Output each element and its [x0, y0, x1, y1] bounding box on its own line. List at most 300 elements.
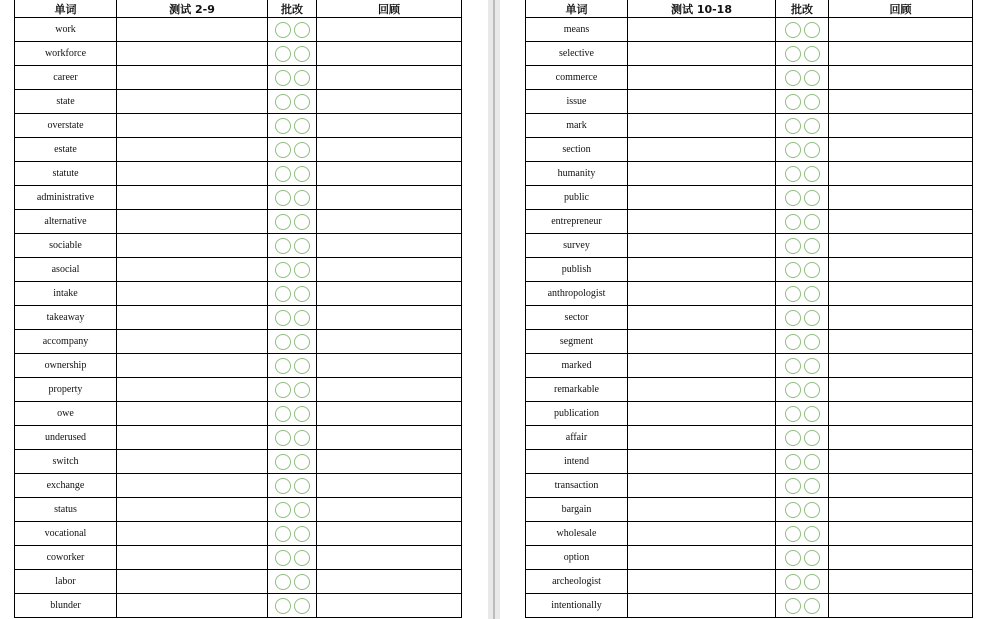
grading-circle-icon[interactable]	[785, 166, 801, 182]
grading-circles	[776, 90, 828, 113]
grading-circle-icon[interactable]	[785, 310, 801, 326]
test-answer-cell[interactable]	[117, 378, 268, 402]
grading-circle-icon[interactable]	[785, 550, 801, 566]
vocab-word: wholesale	[526, 522, 628, 546]
test-answer-cell[interactable]	[117, 474, 268, 498]
table-row	[15, 114, 462, 138]
review-cell[interactable]	[317, 522, 462, 546]
vocab-word: ownership	[15, 354, 117, 378]
grading-circles	[776, 354, 828, 377]
grading-circle-icon[interactable]	[275, 406, 291, 422]
grading-circle-icon[interactable]	[804, 358, 820, 374]
vocab-word: anthropologist	[526, 282, 628, 306]
grading-circle-icon[interactable]	[804, 94, 820, 110]
review-cell[interactable]	[829, 210, 973, 234]
test-answer-cell[interactable]	[628, 234, 776, 258]
test-answer-cell[interactable]	[628, 426, 776, 450]
vocab-word: intend	[526, 450, 628, 474]
grading-circle-icon[interactable]	[804, 70, 820, 86]
grading-circles	[776, 186, 828, 209]
grading-circle-icon[interactable]	[294, 382, 310, 398]
grading-circle-icon[interactable]	[275, 262, 291, 278]
grading-cell	[776, 258, 829, 282]
review-cell[interactable]	[317, 402, 462, 426]
test-answer-cell[interactable]	[628, 90, 776, 114]
review-cell[interactable]	[317, 426, 462, 450]
vocab-word: alternative	[15, 210, 117, 234]
grading-circle-icon[interactable]	[785, 526, 801, 542]
grading-circles	[776, 18, 828, 41]
table-row	[526, 186, 973, 210]
table-row	[15, 234, 462, 258]
grading-circle-icon[interactable]	[785, 94, 801, 110]
grading-circle-icon[interactable]	[294, 478, 310, 494]
grading-cell	[268, 594, 317, 618]
vocab-word: section	[526, 138, 628, 162]
review-cell[interactable]	[317, 234, 462, 258]
test-answer-cell[interactable]	[117, 546, 268, 570]
review-cell[interactable]	[829, 66, 973, 90]
grading-circles	[268, 162, 316, 185]
grading-circle-icon[interactable]	[785, 406, 801, 422]
grading-circle-icon[interactable]	[294, 238, 310, 254]
test-answer-cell[interactable]	[628, 594, 776, 618]
grading-circle-icon[interactable]	[804, 526, 820, 542]
grading-circle-icon[interactable]	[294, 454, 310, 470]
grading-circles	[776, 258, 828, 281]
grading-circle-icon[interactable]	[785, 430, 801, 446]
grading-circle-icon[interactable]	[804, 190, 820, 206]
review-cell[interactable]	[317, 450, 462, 474]
test-answer-cell[interactable]	[117, 186, 268, 210]
test-answer-cell[interactable]	[628, 114, 776, 138]
review-cell[interactable]	[829, 570, 973, 594]
test-answer-cell[interactable]	[117, 162, 268, 186]
review-cell[interactable]	[829, 18, 973, 42]
test-answer-cell[interactable]	[628, 138, 776, 162]
grading-circle-icon[interactable]	[785, 502, 801, 518]
vocab-word: property	[15, 378, 117, 402]
grading-cell	[776, 546, 829, 570]
vocab-word: overstate	[15, 114, 117, 138]
grading-circle-icon[interactable]	[275, 598, 291, 614]
word-column-header: 单词	[526, 0, 628, 18]
test-answer-cell[interactable]	[628, 474, 776, 498]
grading-circle-icon[interactable]	[804, 502, 820, 518]
test-answer-cell[interactable]	[117, 210, 268, 234]
vocab-word: segment	[526, 330, 628, 354]
grading-circle-icon[interactable]	[804, 46, 820, 62]
grading-circles	[268, 186, 316, 209]
grading-circle-icon[interactable]	[804, 238, 820, 254]
test-answer-cell[interactable]	[628, 306, 776, 330]
review-cell[interactable]	[829, 90, 973, 114]
grading-cell	[776, 330, 829, 354]
vocab-word: state	[15, 90, 117, 114]
review-cell[interactable]	[317, 282, 462, 306]
table-row	[15, 522, 462, 546]
grading-circle-icon[interactable]	[294, 142, 310, 158]
grading-circle-icon[interactable]	[275, 334, 291, 350]
review-cell[interactable]	[829, 426, 973, 450]
grading-circles	[268, 402, 316, 425]
grading-circle-icon[interactable]	[294, 334, 310, 350]
grading-circle-icon[interactable]	[804, 310, 820, 326]
grading-circle-icon[interactable]	[294, 502, 310, 518]
review-cell[interactable]	[317, 594, 462, 618]
grading-circle-icon[interactable]	[275, 526, 291, 542]
vocab-word: issue	[526, 90, 628, 114]
test-answer-cell[interactable]	[628, 546, 776, 570]
grading-circle-icon[interactable]	[804, 262, 820, 278]
table-row	[526, 258, 973, 282]
vocab-word: work	[15, 18, 117, 42]
test-answer-cell[interactable]	[628, 402, 776, 426]
grading-circle-icon[interactable]	[294, 166, 310, 182]
grading-circle-icon[interactable]	[804, 430, 820, 446]
review-cell[interactable]	[829, 546, 973, 570]
test-answer-cell[interactable]	[117, 498, 268, 522]
grading-cell	[268, 66, 317, 90]
grading-circle-icon[interactable]	[294, 598, 310, 614]
grading-circle-icon[interactable]	[804, 598, 820, 614]
grading-circle-icon[interactable]	[275, 94, 291, 110]
vocab-word: intentionally	[526, 594, 628, 618]
review-cell[interactable]	[317, 546, 462, 570]
review-cell[interactable]	[829, 306, 973, 330]
grading-circles	[776, 570, 828, 593]
grading-cell	[268, 402, 317, 426]
test-answer-cell[interactable]	[628, 18, 776, 42]
grading-circle-icon[interactable]	[804, 406, 820, 422]
grading-circle-icon[interactable]	[785, 598, 801, 614]
grading-circle-icon[interactable]	[275, 70, 291, 86]
review-cell[interactable]	[829, 450, 973, 474]
vocab-word: exchange	[15, 474, 117, 498]
grading-circle-icon[interactable]	[804, 118, 820, 134]
grading-circle-icon[interactable]	[785, 574, 801, 590]
table-row	[15, 186, 462, 210]
review-cell[interactable]	[317, 330, 462, 354]
test-answer-cell[interactable]	[117, 234, 268, 258]
grading-circle-icon[interactable]	[804, 550, 820, 566]
review-cell[interactable]	[317, 474, 462, 498]
grading-circle-icon[interactable]	[294, 406, 310, 422]
review-cell[interactable]	[829, 474, 973, 498]
grading-circle-icon[interactable]	[785, 214, 801, 230]
review-cell[interactable]	[829, 282, 973, 306]
test-answer-cell[interactable]	[117, 450, 268, 474]
grading-circles	[776, 378, 828, 401]
test-answer-cell[interactable]	[117, 570, 268, 594]
grading-circle-icon[interactable]	[785, 118, 801, 134]
table-row	[526, 114, 973, 138]
review-cell[interactable]	[317, 498, 462, 522]
vocab-word: option	[526, 546, 628, 570]
grading-circle-icon[interactable]	[785, 46, 801, 62]
grading-circles	[776, 66, 828, 89]
review-cell[interactable]	[829, 522, 973, 546]
grading-circle-icon[interactable]	[804, 214, 820, 230]
review-cell[interactable]	[829, 42, 973, 66]
grading-circle-icon[interactable]	[294, 262, 310, 278]
grading-circles	[268, 450, 316, 473]
grading-circle-icon[interactable]	[785, 382, 801, 398]
test-answer-cell[interactable]	[117, 138, 268, 162]
table-row	[526, 570, 973, 594]
grading-circle-icon[interactable]	[785, 22, 801, 38]
grading-cell	[776, 66, 829, 90]
test-column-header: 测试 2-9	[117, 0, 268, 18]
test-answer-cell[interactable]	[628, 498, 776, 522]
grading-circles	[268, 330, 316, 353]
grading-circle-icon[interactable]	[294, 286, 310, 302]
grading-circle-icon[interactable]	[804, 22, 820, 38]
test-answer-cell[interactable]	[117, 522, 268, 546]
test-answer-cell[interactable]	[117, 354, 268, 378]
test-answer-cell[interactable]	[628, 378, 776, 402]
grading-circle-icon[interactable]	[785, 142, 801, 158]
grading-circle-icon[interactable]	[275, 286, 291, 302]
grading-circle-icon[interactable]	[294, 118, 310, 134]
test-answer-cell[interactable]	[628, 258, 776, 282]
table-row	[15, 570, 462, 594]
grading-circles	[776, 282, 828, 305]
review-cell[interactable]	[829, 162, 973, 186]
grading-cell	[268, 282, 317, 306]
review-cell[interactable]	[829, 498, 973, 522]
left-vocab-table	[14, 0, 462, 618]
table-row	[15, 354, 462, 378]
vocab-word: transaction	[526, 474, 628, 498]
review-cell[interactable]	[317, 90, 462, 114]
grading-circle-icon[interactable]	[785, 238, 801, 254]
review-cell[interactable]	[829, 330, 973, 354]
test-answer-cell[interactable]	[117, 42, 268, 66]
test-answer-cell[interactable]	[117, 90, 268, 114]
grading-cell	[268, 378, 317, 402]
grading-circle-icon[interactable]	[275, 502, 291, 518]
grading-cell	[776, 210, 829, 234]
grading-circle-icon[interactable]	[294, 22, 310, 38]
review-cell[interactable]	[317, 186, 462, 210]
test-answer-cell[interactable]	[628, 210, 776, 234]
test-answer-cell[interactable]	[117, 594, 268, 618]
grading-circle-icon[interactable]	[785, 454, 801, 470]
table-row	[15, 18, 462, 42]
test-answer-cell[interactable]	[628, 282, 776, 306]
grading-cell	[268, 450, 317, 474]
grading-circles	[776, 42, 828, 65]
grading-circle-icon[interactable]	[804, 382, 820, 398]
grading-circle-icon[interactable]	[294, 94, 310, 110]
grading-cell	[268, 498, 317, 522]
grading-circle-icon[interactable]	[275, 454, 291, 470]
grading-cell	[776, 234, 829, 258]
review-cell[interactable]	[317, 18, 462, 42]
vocab-word: career	[15, 66, 117, 90]
test-answer-cell[interactable]	[117, 330, 268, 354]
review-cell[interactable]	[829, 258, 973, 282]
grading-cell	[776, 282, 829, 306]
grading-circle-icon[interactable]	[275, 118, 291, 134]
grading-cell	[776, 594, 829, 618]
review-cell[interactable]	[829, 378, 973, 402]
table-row	[15, 378, 462, 402]
table-row	[526, 42, 973, 66]
test-answer-cell[interactable]	[117, 114, 268, 138]
test-answer-cell[interactable]	[628, 570, 776, 594]
test-answer-cell[interactable]	[628, 186, 776, 210]
review-cell[interactable]	[317, 570, 462, 594]
grading-circle-icon[interactable]	[804, 454, 820, 470]
review-cell[interactable]	[317, 66, 462, 90]
grading-circle-icon[interactable]	[294, 550, 310, 566]
test-answer-cell[interactable]	[117, 402, 268, 426]
vocab-word: survey	[526, 234, 628, 258]
review-cell[interactable]	[829, 114, 973, 138]
test-answer-cell[interactable]	[628, 66, 776, 90]
grading-circle-icon[interactable]	[275, 166, 291, 182]
grading-cell	[776, 18, 829, 42]
review-cell[interactable]	[317, 354, 462, 378]
test-answer-cell[interactable]	[628, 162, 776, 186]
table-row	[526, 450, 973, 474]
table-row	[15, 546, 462, 570]
grading-circle-icon[interactable]	[275, 478, 291, 494]
review-cell[interactable]	[317, 210, 462, 234]
test-answer-cell[interactable]	[117, 426, 268, 450]
review-cell[interactable]	[829, 402, 973, 426]
review-cell[interactable]	[829, 138, 973, 162]
grading-cell	[776, 90, 829, 114]
review-cell[interactable]	[317, 114, 462, 138]
test-answer-cell[interactable]	[628, 522, 776, 546]
grading-circle-icon[interactable]	[804, 334, 820, 350]
table-row	[526, 162, 973, 186]
review-cell[interactable]	[829, 234, 973, 258]
review-cell[interactable]	[317, 138, 462, 162]
grading-circle-icon[interactable]	[275, 214, 291, 230]
table-row	[15, 450, 462, 474]
table-row	[15, 306, 462, 330]
grading-circle-icon[interactable]	[294, 46, 310, 62]
test-answer-cell[interactable]	[628, 354, 776, 378]
grading-circle-icon[interactable]	[294, 70, 310, 86]
grading-circles	[268, 594, 316, 617]
table-row	[526, 234, 973, 258]
grading-circle-icon[interactable]	[804, 286, 820, 302]
test-answer-cell[interactable]	[628, 450, 776, 474]
table-row	[526, 354, 973, 378]
grading-circle-icon[interactable]	[804, 166, 820, 182]
grading-circle-icon[interactable]	[275, 550, 291, 566]
test-answer-cell[interactable]	[117, 306, 268, 330]
grading-circle-icon[interactable]	[785, 358, 801, 374]
vocab-word: sector	[526, 306, 628, 330]
test-answer-cell[interactable]	[117, 18, 268, 42]
grading-circle-icon[interactable]	[275, 190, 291, 206]
test-answer-cell[interactable]	[628, 42, 776, 66]
grading-cell	[268, 162, 317, 186]
vocab-word: sociable	[15, 234, 117, 258]
grading-circle-icon[interactable]	[275, 574, 291, 590]
grading-cell	[776, 498, 829, 522]
right-worksheet-page	[500, 0, 991, 619]
review-cell[interactable]	[317, 42, 462, 66]
grading-circle-icon[interactable]	[275, 46, 291, 62]
test-answer-cell[interactable]	[117, 282, 268, 306]
table-row	[526, 426, 973, 450]
vocab-word: affair	[526, 426, 628, 450]
table-row	[526, 330, 973, 354]
test-answer-cell[interactable]	[117, 66, 268, 90]
grading-circle-icon[interactable]	[785, 262, 801, 278]
grading-circles	[776, 138, 828, 161]
grading-circle-icon[interactable]	[275, 430, 291, 446]
grading-circle-icon[interactable]	[804, 574, 820, 590]
grading-circle-icon[interactable]	[785, 70, 801, 86]
review-cell[interactable]	[829, 186, 973, 210]
grading-circle-icon[interactable]	[785, 286, 801, 302]
grading-circle-icon[interactable]	[785, 190, 801, 206]
grading-cell	[776, 138, 829, 162]
review-cell[interactable]	[317, 378, 462, 402]
grading-circle-icon[interactable]	[294, 214, 310, 230]
grading-circle-icon[interactable]	[804, 478, 820, 494]
test-answer-cell[interactable]	[117, 258, 268, 282]
grading-circle-icon[interactable]	[275, 382, 291, 398]
grading-cell	[268, 522, 317, 546]
grading-circle-icon[interactable]	[294, 358, 310, 374]
review-cell[interactable]	[829, 594, 973, 618]
page-gutter	[488, 0, 500, 619]
grading-cell	[776, 42, 829, 66]
table-row	[526, 18, 973, 42]
grading-circle-icon[interactable]	[785, 334, 801, 350]
vocab-word: publish	[526, 258, 628, 282]
grading-cell	[268, 570, 317, 594]
grading-circle-icon[interactable]	[804, 142, 820, 158]
grading-circle-icon[interactable]	[294, 430, 310, 446]
vocab-word: takeaway	[15, 306, 117, 330]
grading-circle-icon[interactable]	[275, 22, 291, 38]
grading-circle-icon[interactable]	[275, 238, 291, 254]
review-cell[interactable]	[317, 306, 462, 330]
grading-circle-icon[interactable]	[275, 358, 291, 374]
grading-circle-icon[interactable]	[275, 142, 291, 158]
grading-cell	[268, 354, 317, 378]
grading-circles	[268, 570, 316, 593]
review-cell[interactable]	[317, 162, 462, 186]
grading-circle-icon[interactable]	[275, 310, 291, 326]
table-row	[526, 522, 973, 546]
grading-circle-icon[interactable]	[785, 478, 801, 494]
grading-circle-icon[interactable]	[294, 574, 310, 590]
left-vocab-rows	[15, 18, 462, 618]
vocab-word: coworker	[15, 546, 117, 570]
grading-circle-icon[interactable]	[294, 190, 310, 206]
vocab-word: intake	[15, 282, 117, 306]
grading-circles	[776, 162, 828, 185]
test-answer-cell[interactable]	[628, 330, 776, 354]
grading-circle-icon[interactable]	[294, 526, 310, 542]
vocab-word: archeologist	[526, 570, 628, 594]
grading-circle-icon[interactable]	[294, 310, 310, 326]
review-cell[interactable]	[317, 258, 462, 282]
review-cell[interactable]	[829, 354, 973, 378]
grading-cell	[776, 306, 829, 330]
